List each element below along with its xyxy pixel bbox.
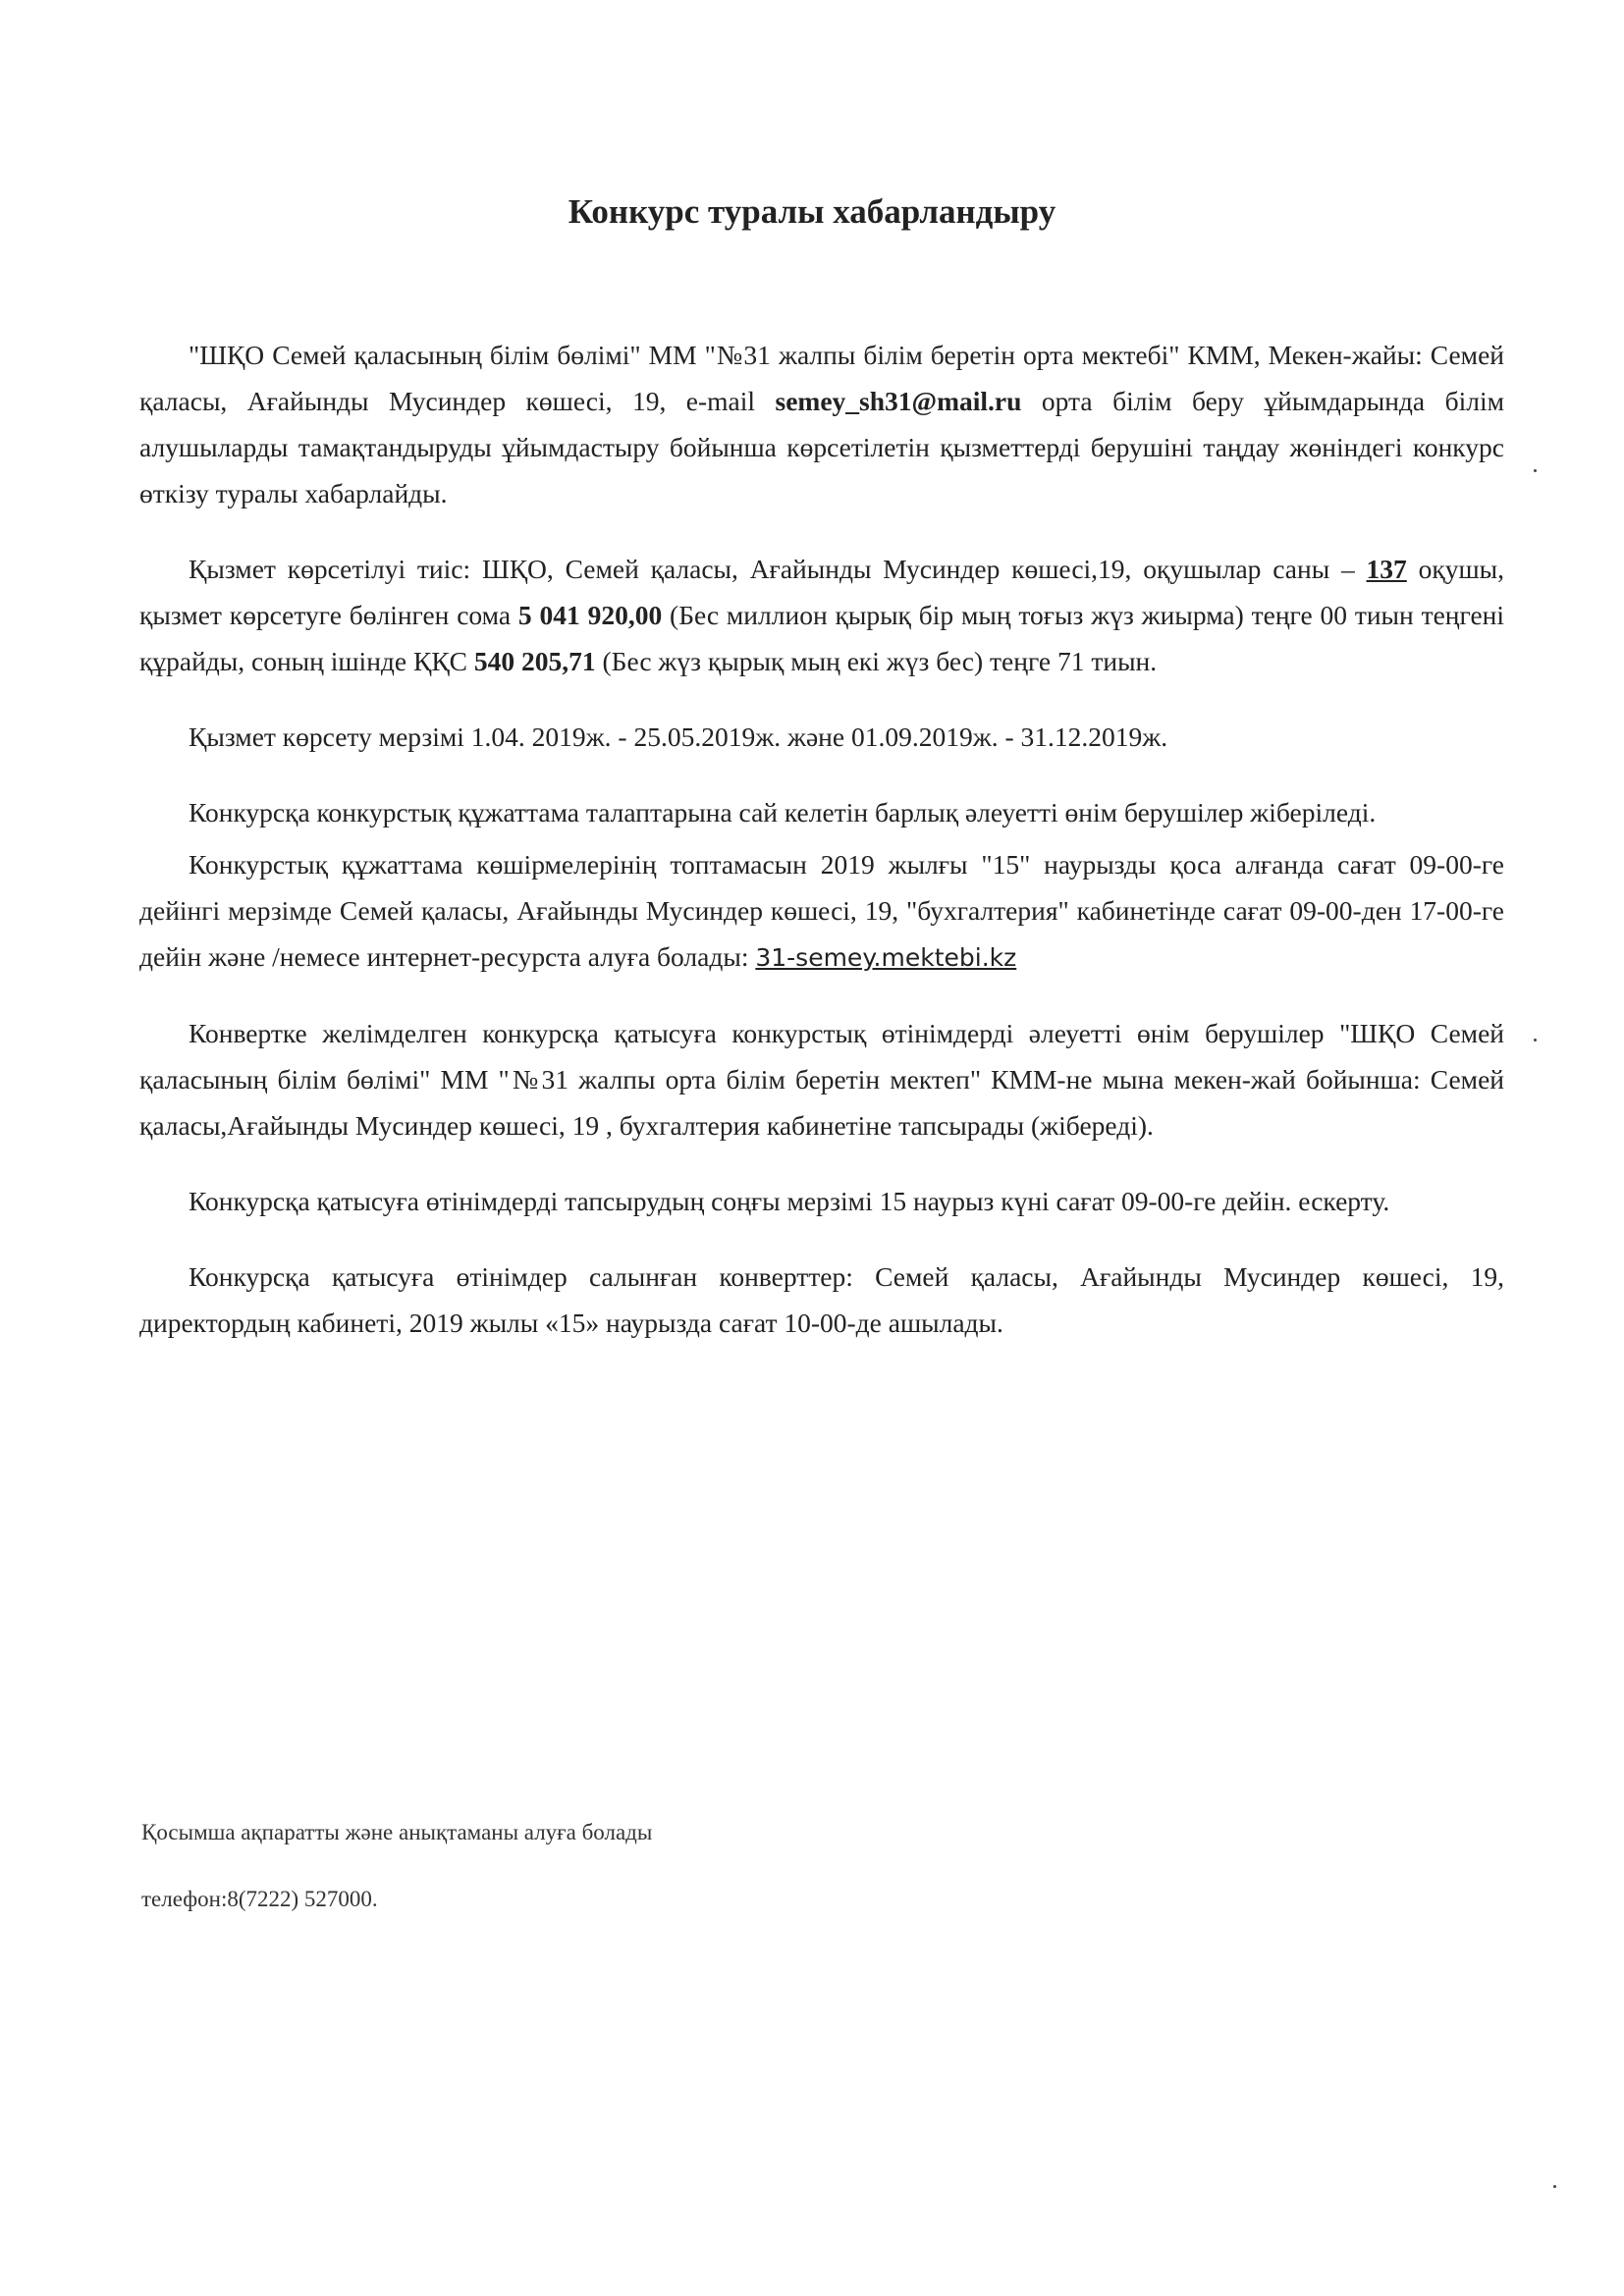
allocated-sum: 5 041 920,00 xyxy=(517,600,663,630)
service-text-3: (Бес миллион қырық бір мың тоғыз жүз жиырма) теңге 00 тиын теңгені құрайды, соның ішінде ҚҚС xyxy=(139,600,1505,676)
footer-phone: телефон:8(7222) 527000. xyxy=(141,1887,378,1911)
paragraph-admission: Конкурсқа конкурстық құжаттама талаптарына сай келетін барлық әлеуетті өнім берушілер жіберіледі. xyxy=(189,797,1377,828)
announcement-text-start: "ШҚО Семей қаласының білім бөлімі" ММ "№31 жалпы білім беретін орта мектебі" КММ, Мекен-жайы: Семей қаласы, Ағайынды Мусиндер көшесі, 19, e-mail xyxy=(139,340,1504,416)
website-link[interactable]: 31-semey.mektebi.kz xyxy=(755,943,1017,972)
paragraph-deadline: Конкурсқа қатысуға өтінімдерді тапсырудың соңғы мерзімі 15 наурыз күні сағат 09-00-ге дейін. ескерту. xyxy=(189,1186,1390,1216)
paragraph-announcement xyxy=(139,332,1504,516)
paragraph-opening: Конкурсқа қатысуға өтінімдер салынған конверттер: Семей қаласы, Ағайынды Мусиндер көшесі, 19, директордың кабинеті, 2019 жылы «15» наурызда сағат 10-00-де ашылады. xyxy=(139,1261,1504,1338)
vat-amount: 540 205,71 xyxy=(473,646,596,676)
students-count: 137 xyxy=(1366,554,1407,584)
scan-speck xyxy=(1553,2185,1556,2188)
document-body xyxy=(139,332,1504,1375)
paragraph-submission: Конвертке желімделген конкурсқа қатысуға конкурстық өтінімдерді әлеуетті өнім берушілер "ШҚО Семей қаласының білім бөлімі" ММ "№31 жалпы орта білім беретін мектеп" КММ-не мына мекен-жай бойынша: Семей қаласы,Ағайынды Мусиндер көшесі, 19 , бухгалтерия кабинетіне тапсырады (жібереді). xyxy=(139,1018,1504,1141)
email-address: semey_sh31@mail.ru xyxy=(775,386,1022,416)
paragraph-service-details xyxy=(139,546,1504,684)
service-text-1: Қызмет көрсетілуі тиіс: ШҚО, Семей қаласы, Ағайынды Мусиндер көшесі,19, оқушылар саны – xyxy=(189,554,1367,584)
document-title: Конкурс туралы хабарландыру xyxy=(568,192,1056,231)
paragraph-service-period: Қызмет көрсету мерзімі 1.04. 2019ж. - 25.05.2019ж. және 01.09.2019ж. - 31.12.2019ж. xyxy=(189,721,1168,752)
scan-speck xyxy=(1534,469,1537,472)
footer-info: Қосымша ақпаратты және анықтаманы алуға болады xyxy=(141,1820,653,1844)
announcement-text-end: орта білім беру ұйымдарында білім алушыларды тамақтандыруды ұйымдастыру бойынша көрсетілетін қызметтерді берушіні таңдау жөніндегі конкурс өткізу туралы хабарлайды. xyxy=(139,386,1504,508)
service-text-4: (Бес жүз қырық мың екі жүз бес) теңге 71 тиын. xyxy=(595,646,1158,676)
documentation-text: Конкурстық құжаттама көшірмелерінің топтамасын 2019 жылғы "15" наурызды қоса алғанда сағат 09-00-ге дейінгі мерзімде Семей қаласы, Ағайынды Мусиндер көшесі, 19, "бухгалтерия" кабинетінде сағат 09-00-ден 17-00-ге дейін және /немесе интернет-ресурста алуға болады: xyxy=(139,849,1504,972)
scan-speck xyxy=(1534,1039,1537,1041)
service-text-2: оқушы, қызмет көрсетуге бөлінген сома xyxy=(139,554,1504,630)
paragraph-documentation xyxy=(139,841,1504,981)
